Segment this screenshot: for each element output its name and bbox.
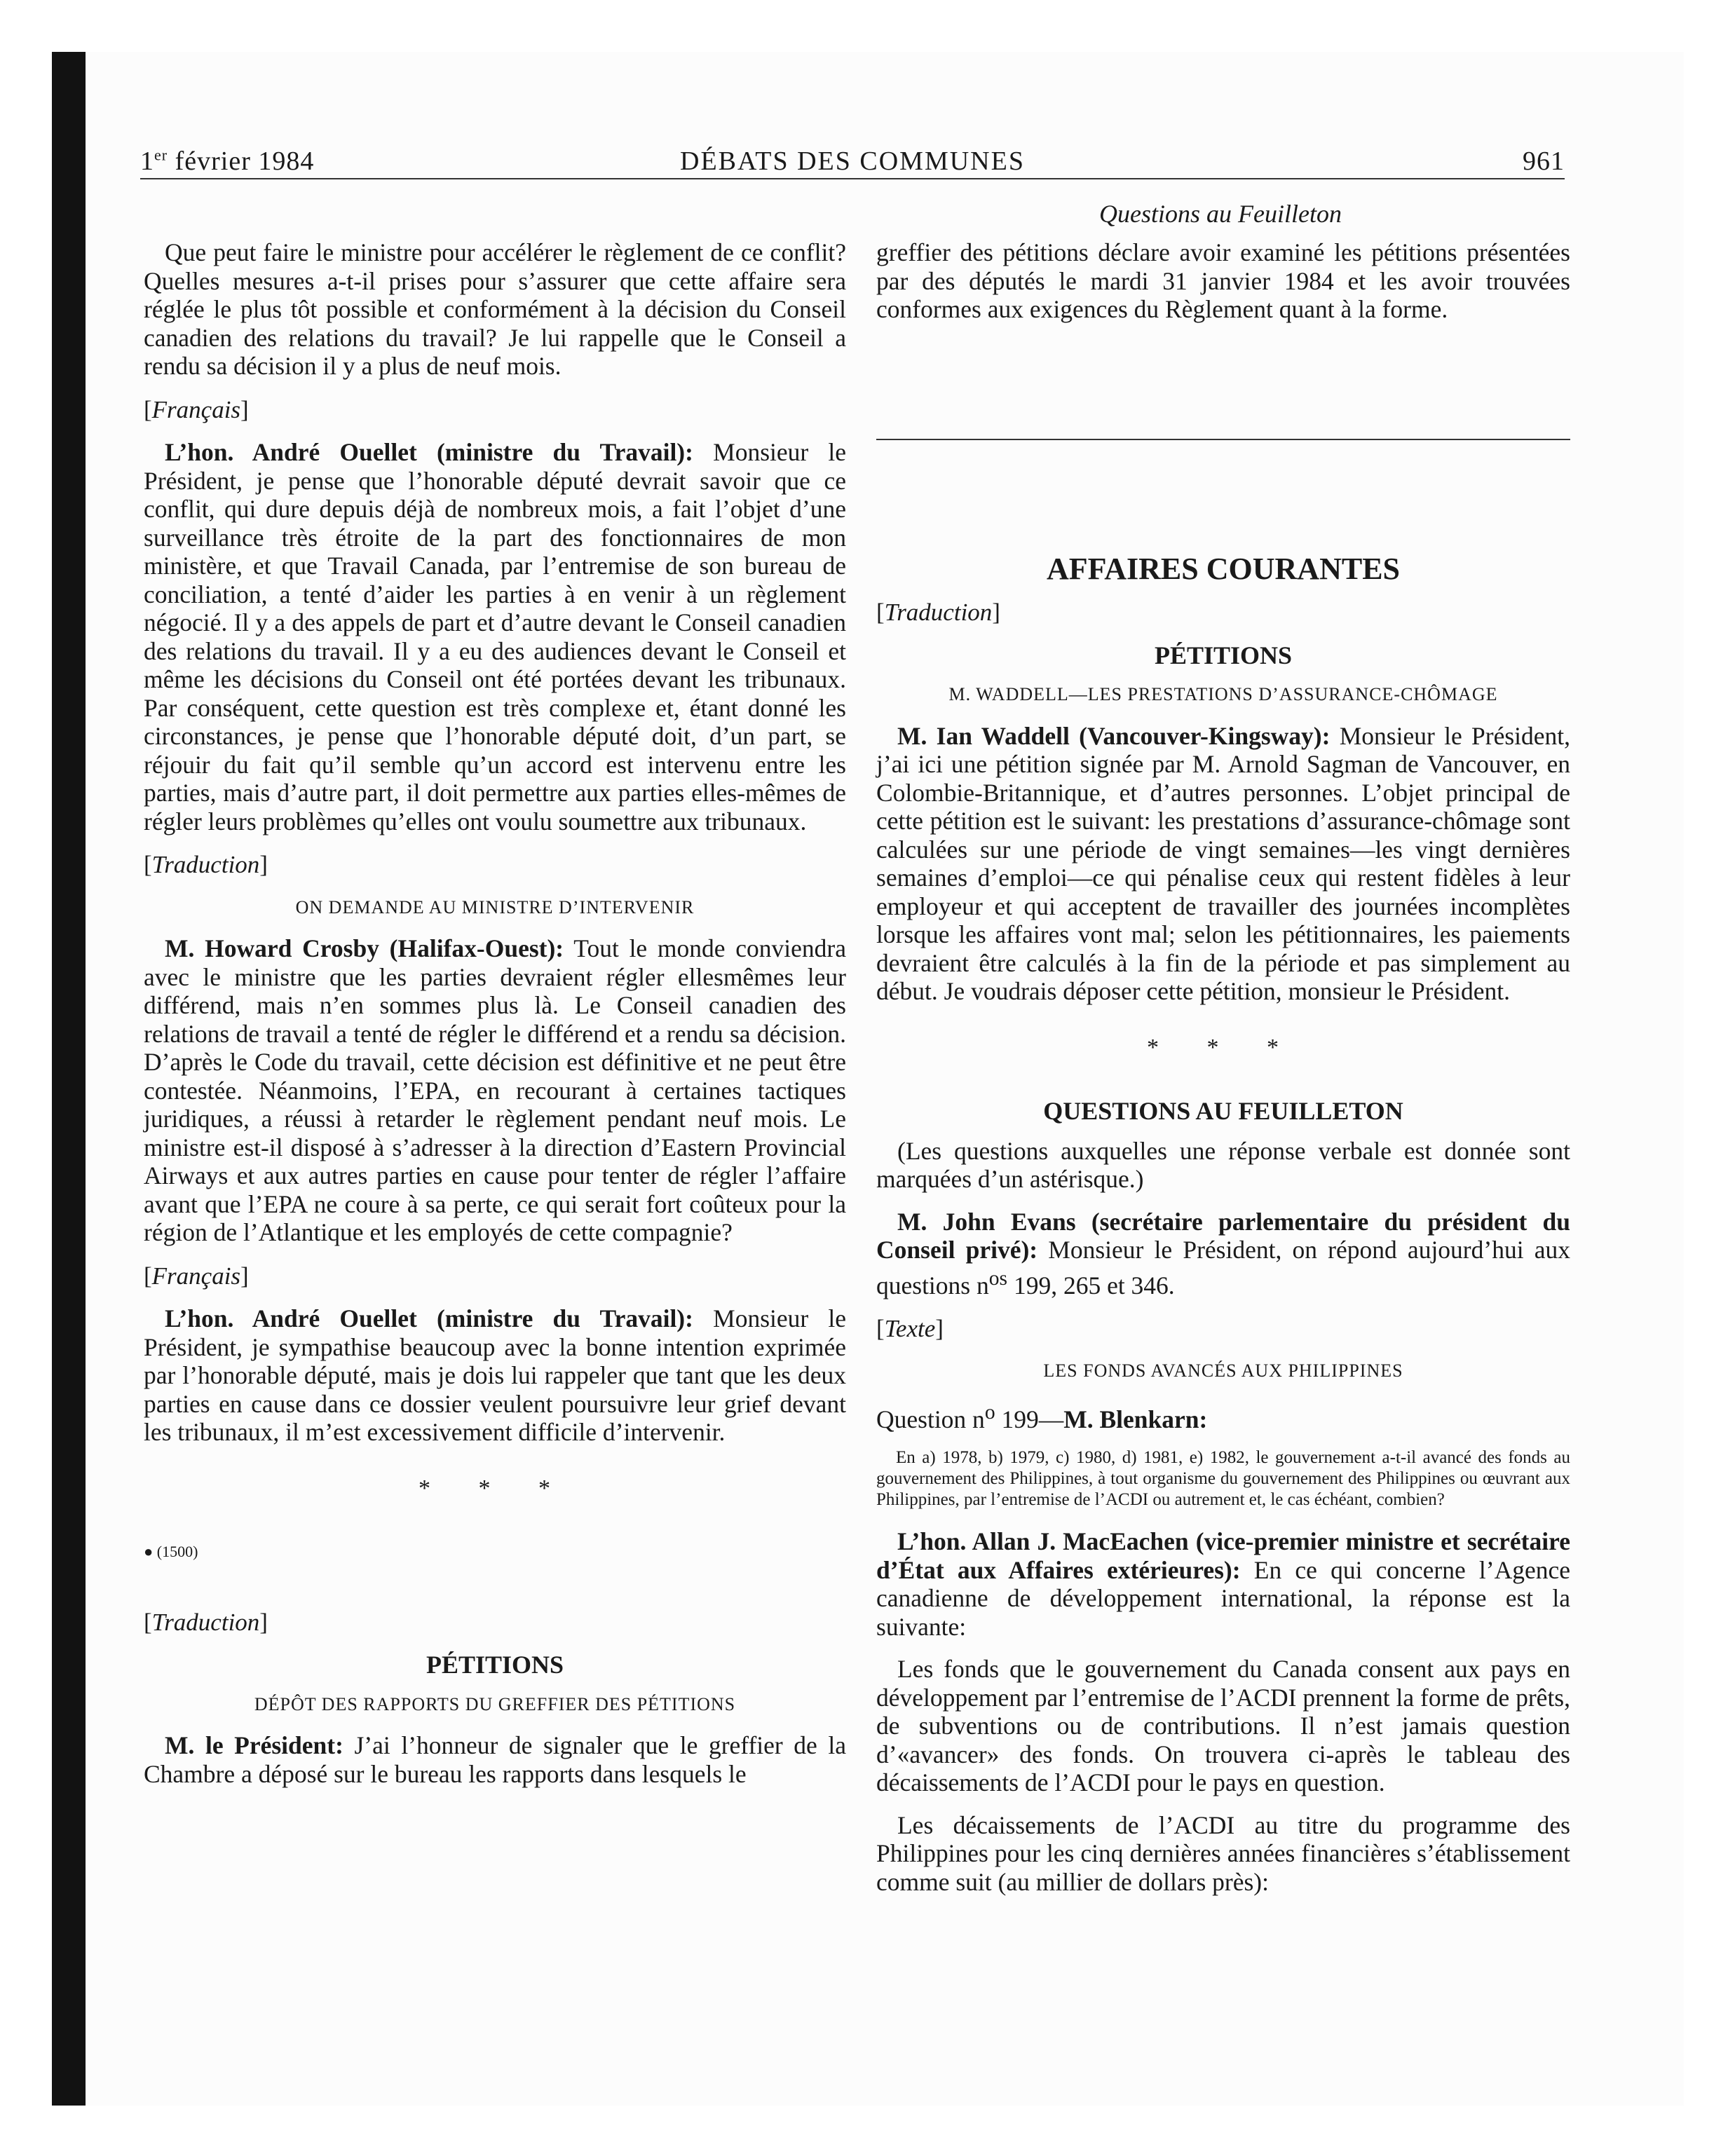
speech: L’hon. André Ouellet (ministre du Travail): Monsieur le Président, je sympathise beaucoup avec la bonne intention exprimée par l’honorable député, mais je dois lui rappeler que tant que les deux parties en cause dans ce dossier veulent poursuivre leur grief devant les tribunaux, il m’est excessivement difficile d’intervenir. — [144, 1304, 846, 1446]
scan-border — [52, 52, 86, 2106]
section-separator: * * * — [1147, 1034, 1300, 1060]
language-tag: [Texte] — [876, 1314, 944, 1342]
speaker-name: L’hon. Allan J. MacEachen (vice-premier ministre et secrétaire d’État aux Affaires extérieures): — [876, 1527, 1570, 1584]
topic-caption: ON DEMANDE AU MINISTRE D’INTERVENIR — [295, 896, 695, 917]
language-tag: [Français] — [144, 395, 249, 423]
header-title: DÉBATS DES COMMUNES — [680, 146, 1025, 176]
speaker-name: L’hon. André Ouellet (ministre du Travail): — [165, 1304, 693, 1332]
paragraph: (Les questions auxquelles une réponse verbale est donnée sont marquées d’un astérisque.) — [876, 1136, 1570, 1193]
header-date: 1er février 1984 — [140, 146, 315, 176]
speaker-name: M. le Président: — [165, 1731, 343, 1759]
topic-caption: M. WADDELL—LES PRESTATIONS D’ASSURANCE-CHÔMAGE — [948, 684, 1498, 704]
language-tag: [Français] — [144, 1262, 249, 1290]
language-tag: [Traduction] — [876, 599, 1000, 626]
running-header — [140, 140, 1565, 182]
paragraph: Les décaissements de l’ACDI au titre du programme des Philippines pour les cinq dernières années financières s’établissement comme suit (au millier de dollars près): — [876, 1810, 1570, 1896]
speech: M. John Evans (secrétaire parlementaire du président du Conseil privé): Monsieur le Président, on répond aujourd’hui aux questions $n^{os}$ 199, 265 et 346. — [876, 1207, 1570, 1299]
speech: M. Howard Crosby (Halifax-Ouest): Tout le monde conviendra avec le ministre que les parties devraient régler ellesmêmes leur différend, mais n’en sommes plus là. Le Conseil canadien des relations de travail a tenté de régler le différend et a rendu sa décision. D’après le Code du travail, cette décision est définitive et ne peut être contestée. Néanmoins, l’EPA, en recourant à certaines tactiques juridiques, a réussi à retarder le règlement pendant neuf mois. Le ministre est-il disposé à s’adresser à la direction d’Eastern Provincial Airways et aux autres parties en cause pour tenter de régler l’affaire avant que l’EPA ne coure à sa perte, ce qui serait fort coûteux pour la région de l’Atlantique et les employés de cette compagnie? — [144, 934, 847, 1246]
speaker-name: M. Howard Crosby (Halifax-Ouest): — [165, 934, 564, 962]
header-rule — [140, 178, 1565, 179]
section-heading: PÉTITIONS — [426, 1651, 564, 1679]
right-column — [876, 238, 1570, 1910]
topic-caption: LES FONDS AVANCÉS AUX PHILIPPINES — [1043, 1360, 1403, 1381]
left-column — [144, 238, 846, 1802]
speech: M. Ian Waddell (Vancouver-Kingsway): Monsieur le Président, j’ai ici une pétition signée par M. Arnold Sagman de Vancouver, en Colombie-Britannique, et d’autres personnes. L’objet principal de cette pétition est le suivant: les prestations d’assurance-chômage sont calculées sur une période de vingt semaines—les vingt dernières semaines d’emploi—ce qui pénalise ceux qui restent fidèles à leur employeur et qui acceptent de travailler des journées incomplètes lorsque les affaires vont mal; selon les pétitionnaires, les paiements devraient être calculés à la fin de la période et pas simplement au début. Je voudrais déposer cette pétition, monsieur le Président. — [876, 721, 1570, 1005]
time-marker: ● (1500) — [144, 1543, 198, 1560]
speaker-name: L’hon. André Ouellet (ministre du Travail): — [165, 438, 693, 466]
section-heading: PÉTITIONS — [1154, 641, 1293, 669]
speech: L’hon. André Ouellet (ministre du Travail): Monsieur le Président, je pense que l’honorable député devrait savoir que ce conflit, qui dure depuis déjà de nombreux mois, a fait l’objet d’une surveillance très étroite de la part des fonctionnaires de mon ministère, et que Travail Canada, par l’entremise de son bureau de conciliation, a tenté d’aider les parties à en venir à un règlement négocié. Il y a des appels de part et d’autre devant le Conseil canadien des relations du travail. Il y a eu des audiences devant le Conseil et même les décisions du Conseil ont été portées devant les tribunaux. Par conséquent, cette question est très complexe et, étant donné les circonstances, je pense que l’honorable député doit, d’un part, se réjouir du fait qu’il semble qu’un accord est intervenu entre les parties, mais d’autre part, il doit permettre aux parties elles-mêmes de régler leurs problèmes qu’elles ont voulu soumettre aux tribunaux. — [144, 438, 846, 835]
paragraph: Que peut faire le ministre pour accélérer le règlement de ce conflit? Quelles mesures a-t-il prises pour s’assurer que cette affaire sera réglée le plus tôt possible et conformément à la décision du Conseil canadien des relations du travail? Je lui rappelle que le Conseil a rendu sa décision il y a plus de neuf mois. — [144, 238, 846, 380]
main-heading: AFFAIRES COURANTES — [1046, 551, 1401, 586]
question-line: Question $n^o$ 199—M. Blenkarn: — [876, 1400, 1208, 1433]
speech: M. le Président: J’ai l’honneur de signaler que le greffier de la Chambre a déposé sur le bureau les rapports dans lesquels le — [144, 1731, 847, 1788]
section-separator: * * * — [419, 1475, 571, 1501]
language-tag: [Traduction] — [144, 851, 268, 878]
language-tag: [Traduction] — [144, 1608, 268, 1636]
page-number: 961 — [1523, 146, 1565, 176]
section-subheader: Questions au Feuilleton — [1099, 200, 1342, 228]
speech: L’hon. Allan J. MacEachen (vice-premier ministre et secrétaire d’État aux Affaires extérieures): En ce qui concerne l’Agence canadienne de développement international, la réponse est la suivante: — [876, 1527, 1570, 1641]
speaker-name: M. Ian Waddell (Vancouver-Kingsway): — [897, 721, 1331, 750]
paragraph: greffier des pétitions déclare avoir examiné les pétitions présentées par des députés le mardi 31 janvier 1984 et les avoir trouvées conformes aux exigences du Règlement quant à la forme. — [876, 238, 1570, 323]
speaker-name: M. John Evans (secrétaire parlementaire du président du Conseil privé): — [876, 1207, 1570, 1264]
paragraph: Les fonds que le gouvernement du Canada consent aux pays en développement par l’entremise de l’ACDI prennent la forme de prêts, de subventions ou de contributions. Il n’est jamais question d’«avancer» des fonds. On trouvera ci-après le tableau des décaissements de l’ACDI pour le pays en question. — [876, 1655, 1570, 1797]
question-text: En a) 1978, b) 1979, c) 1980, d) 1981, e) 1982, le gouvernement a-t-il avancé des fonds au gouvernement des Philippines, à tout organisme du gouvernement des Philippines ou œuvrant aux Philippines, par l’entremise de l’ACDI ou autrement et, le cas échéant, combien? — [876, 1448, 1570, 1510]
section-rule — [876, 439, 1570, 440]
section-heading: QUESTIONS AU FEUILLETON — [1043, 1097, 1403, 1125]
topic-caption: DÉPÔT DES RAPPORTS DU GREFFIER DES PÉTITIONS — [254, 1693, 736, 1714]
